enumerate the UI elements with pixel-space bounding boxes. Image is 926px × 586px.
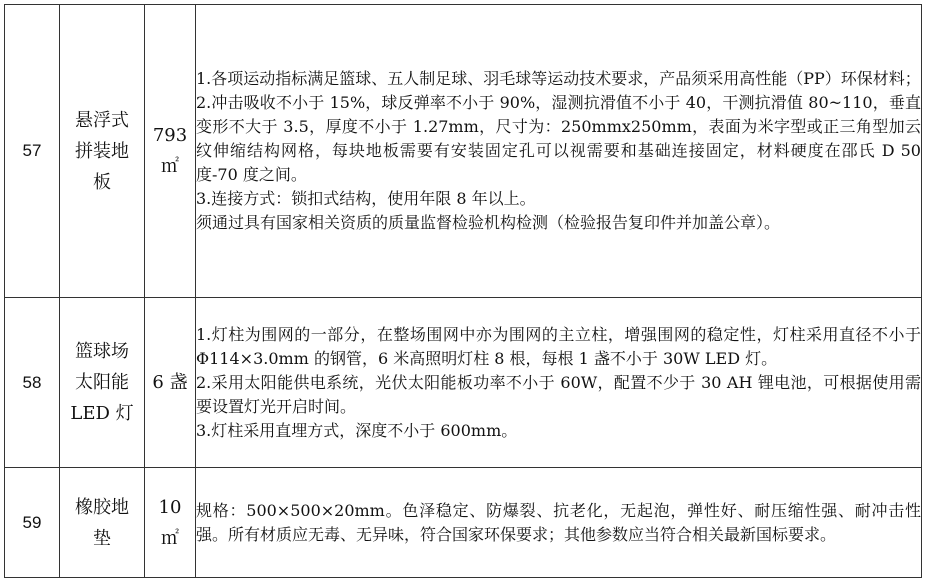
table-row bbox=[5, 5, 922, 298]
description-paragraph: 3.连接方式：锁扣式结构，使用年限 8 年以上。 bbox=[196, 189, 536, 208]
item-quantity: 10 ㎡ bbox=[145, 468, 196, 578]
description-paragraph: 2.采用太阳能供电系统，光伏太阳能板功率不小于 60W，配置不少于 30 AH 锂电池，可根据使用需要设置灯光开启时间。 bbox=[196, 372, 921, 416]
item-name: 橡胶地 垫 bbox=[60, 468, 145, 578]
item-description bbox=[196, 298, 922, 468]
description-paragraph: 2.冲击吸收不小于 15%，球反弹率不小于 90%，湿测抗滑值不小于 40，干测抗滑值 80~110，垂直变形不大于 3.5，厚度不小于 1.27mm，尺寸为：250mmx250mm，表面为米字型或正三角型加云纹伸缩结构网格，每块地板需要有安装固定孔可以视需要和基础连接固定，材料硬度在邵氏 D 50 度-70 度之间。 bbox=[196, 93, 921, 184]
description-paragraph: 3.灯柱采用直埋方式，深度不小于 600mm。 bbox=[196, 420, 518, 440]
description-paragraph: 1.灯柱为围网的一部分，在整场围网中亦为围网的主立柱，增强围网的稳定性，灯柱采用直径不小于Φ114×3.0mm 的钢管，6 米高照明灯柱 8 根，每根 1 盏不小于 30W LED 灯。 bbox=[196, 324, 921, 368]
item-description bbox=[196, 5, 922, 298]
spec-table bbox=[4, 4, 922, 578]
description-paragraph: 规格：500×500×20mm。色泽稳定、防爆裂、抗老化，无起泡，弹性好、耐压缩性强、耐冲击性强。所有材质应无毒、无异味，符合国家环保要求；其他参数应当符合相关最新国标要求。 bbox=[196, 500, 921, 544]
item-number: 59 bbox=[5, 468, 60, 578]
item-name: 悬浮式 拼装地 板 bbox=[60, 5, 145, 298]
table-row bbox=[5, 468, 922, 578]
item-quantity: 793 ㎡ bbox=[145, 5, 196, 298]
item-description bbox=[196, 468, 922, 578]
item-number: 57 bbox=[5, 5, 60, 298]
description-paragraph: 须通过具有国家相关资质的质量监督检验机构检测（检验报告复印件并加盖公章）。 bbox=[196, 213, 781, 232]
item-quantity: 6 盏 bbox=[145, 298, 196, 468]
item-name: 篮球场 太阳能 LED 灯 bbox=[60, 298, 145, 468]
table-row bbox=[5, 298, 922, 468]
description-paragraph: 1.各项运动指标满足篮球、五人制足球、羽毛球等运动技术要求，产品须采用高性能（PP）环保材料； bbox=[196, 69, 921, 88]
item-number: 58 bbox=[5, 298, 60, 468]
